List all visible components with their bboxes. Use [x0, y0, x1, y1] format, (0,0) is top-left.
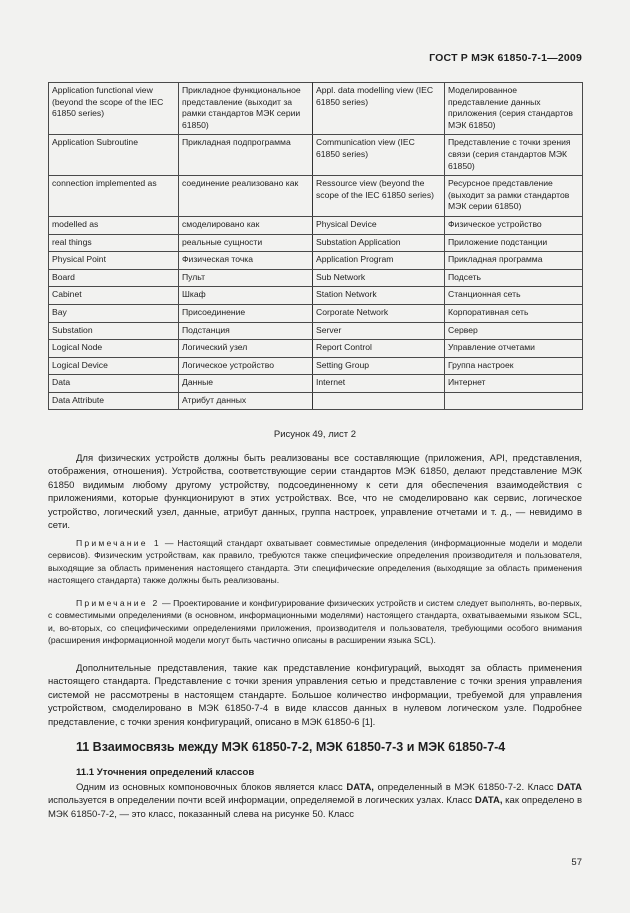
table-cell: Application Program — [313, 252, 445, 270]
table-cell — [445, 392, 583, 410]
table-row — [49, 392, 583, 410]
table-row — [49, 135, 583, 176]
body-paragraph-3 — [48, 781, 582, 821]
table-cell: Моделированное представление данных приложения (серия стандартов МЭК 61850) — [445, 83, 583, 135]
table-cell: Data — [49, 375, 179, 393]
p3-text-4: как определено в МЭК 61850-7-2, — это класс, показанный слева на рисунке 50. Класс — [48, 795, 582, 820]
table-cell: Ressource view (beyond the scope of the IEC 61850 series) — [313, 176, 445, 217]
body-paragraph-2: Дополнительные представления, такие как представление конфигураций, выходят за область применения настоящего стандарта. Представление с точки зрения управления сетью и представление с точки зрения управления системой не рассмотрены в настоящем стандарте. Большое количество информации, требуемой для управления устройством, смоделировано в МЭК 61850-7-4 в виде классов данных в нулевом логическом узле. Подробнее представление, с точки зрения конфигураций, описано в МЭК 61850-6 [1]. — [48, 663, 582, 728]
glossary-table — [48, 82, 583, 410]
table-cell: Прикладное функциональное представление (выходит за рамки стандартов МЭК серии 61850) — [179, 83, 313, 135]
table-row — [49, 357, 583, 375]
table-cell: connection implemented as — [49, 176, 179, 217]
section-title: 11 Взаимосвязь между МЭК 61850-7-2, МЭК 61850-7-3 и МЭК 61850-7-4 — [76, 740, 506, 754]
note-1-label: Примечание 1 — [76, 538, 161, 548]
table-cell: Cabinet — [49, 287, 179, 305]
p3-keyword-2: DATA — [557, 782, 582, 793]
table-row — [49, 375, 583, 393]
table-cell — [313, 392, 445, 410]
table-cell: modelled as — [49, 216, 179, 234]
table-row — [49, 234, 583, 252]
note-1 — [48, 537, 582, 587]
table-cell: Присоединение — [179, 304, 313, 322]
table-cell: Станционная сеть — [445, 287, 583, 305]
table-cell: Station Network — [313, 287, 445, 305]
note-2-text: — Проектирование и конфигурирование физических устройств и систем следует выполнять, во-первых, с совместимыми определениями (в основном, информационными моделями) настоящего стандарта, охватываемыми языком SCL, и, во-вторых, со специфическими определениями приложения, производителя и пользователя, требующими особого внимания (расширения информационной модели могут быть частично описаны в расширении языка SCL). — [48, 598, 583, 646]
table-row — [49, 176, 583, 217]
table-cell: Corporate Network — [313, 304, 445, 322]
table-cell: Подсеть — [445, 269, 583, 287]
table-cell: Физическое устройство — [445, 216, 583, 234]
note-2-label: Примечание 2 — [76, 598, 160, 608]
table-cell: Logical Device — [49, 357, 179, 375]
p3-text-3: используется в определении почти всей информации, определяемой в логических узлах. Класс — [48, 795, 475, 807]
table-cell: Setting Group — [313, 357, 445, 375]
table-cell: Пульт — [179, 269, 313, 287]
p3-keyword-3: DATA, — [474, 795, 503, 807]
table-cell: Application functional view (beyond the scope of the IEC 61850 series) — [49, 83, 179, 135]
table-cell: соединение реализовано как — [179, 176, 313, 217]
table-cell: Данные — [179, 375, 313, 393]
table-row — [49, 269, 583, 287]
table-cell: Application Subroutine — [49, 135, 179, 176]
table-cell: реальные сущности — [179, 234, 313, 252]
table-cell: Substation Application — [313, 234, 445, 252]
table-cell: Корпоративная сеть — [445, 304, 583, 322]
page-number: 57 — [571, 857, 582, 868]
table-cell: Атрибут данных — [179, 392, 313, 410]
table-row — [49, 322, 583, 340]
p3-keyword-1: DATA, — [346, 782, 374, 793]
table-cell: Physical Point — [49, 252, 179, 270]
table-cell: real things — [49, 234, 179, 252]
table-cell: Bay — [49, 304, 179, 322]
table-cell: Подстанция — [179, 322, 313, 340]
table-cell: Группа настроек — [445, 357, 583, 375]
table-row — [49, 340, 583, 358]
note-1-text: — Настоящий стандарт охватывает совместимые определения (информационные модели и модели сервисов). Физическим устройствам, как правило, требуются также специфические определения производителя и пользователя, выходящие за область применения настоящего стандарта. Эти специфические определения (выходящие за область применения настоящего стандарта) также должны быть реализованы. — [48, 538, 582, 586]
table-cell: Представление с точки зрения связи (серия стандартов МЭК 61850) — [445, 135, 583, 176]
note-2 — [48, 597, 582, 647]
table-cell: Physical Device — [313, 216, 445, 234]
table-cell: Logical Node — [49, 340, 179, 358]
table-cell: Sub Network — [313, 269, 445, 287]
table-cell: Appl. data modelling view (IEC 61850 series) — [313, 83, 445, 135]
table-row — [49, 83, 583, 135]
table-cell: Board — [49, 269, 179, 287]
table-cell: Прикладная подпрограмма — [179, 135, 313, 176]
table-cell: Communication view (IEC 61850 series) — [313, 135, 445, 176]
table-cell: Сервер — [445, 322, 583, 340]
table-cell: смоделировано как — [179, 216, 313, 234]
p3-text-2: определенный в МЭК 61850-7-2. Класс — [373, 782, 558, 793]
table-cell: Физическая точка — [179, 252, 313, 270]
table-cell: Server — [313, 322, 445, 340]
figure-caption: Рисунок 49, лист 2 — [273, 429, 357, 440]
body-paragraph-1: Для физических устройств должны быть реализованы все составляющие (приложения, API, представления, отображения, отношения). Устройства, соответствующие серии стандартов МЭК 61850, делают представление МЭК 61850 видимым любому другому устройству, подсоединенному к сети для обеспечения взаимодействия с приложениями, которые функционируют в этих устройствах. Все, что не смоделировано как сервис, логическое устройство, логический узел, данные, атрибут данных, группа настроек, управление отчетами и т. д., — невидимо в сети. — [48, 453, 582, 532]
p3-text-1: Одним из основных компоновочных блоков является класс — [76, 782, 347, 793]
table-cell: Управление отчетами — [445, 340, 583, 358]
table-row — [49, 287, 583, 305]
table-cell: Логическое устройство — [179, 357, 313, 375]
table-cell: Data Attribute — [49, 392, 179, 410]
table-row — [49, 216, 583, 234]
document-header: ГОСТ Р МЭК 61850-7-1—2009 — [429, 52, 582, 64]
subsection-title: 11.1 Уточнения определений классов — [76, 767, 255, 778]
table-cell: Report Control — [313, 340, 445, 358]
table-cell: Прикладная программа — [445, 252, 583, 270]
table-row — [49, 252, 583, 270]
table-row — [49, 304, 583, 322]
table-cell: Шкаф — [179, 287, 313, 305]
table-cell: Substation — [49, 322, 179, 340]
table-cell: Интернет — [445, 375, 583, 393]
table-cell: Логический узел — [179, 340, 313, 358]
table-cell: Internet — [313, 375, 445, 393]
table-cell: Приложение подстанции — [445, 234, 583, 252]
table-cell: Ресурсное представление (выходит за рамки стандартов МЭК серии 61850) — [445, 176, 583, 217]
